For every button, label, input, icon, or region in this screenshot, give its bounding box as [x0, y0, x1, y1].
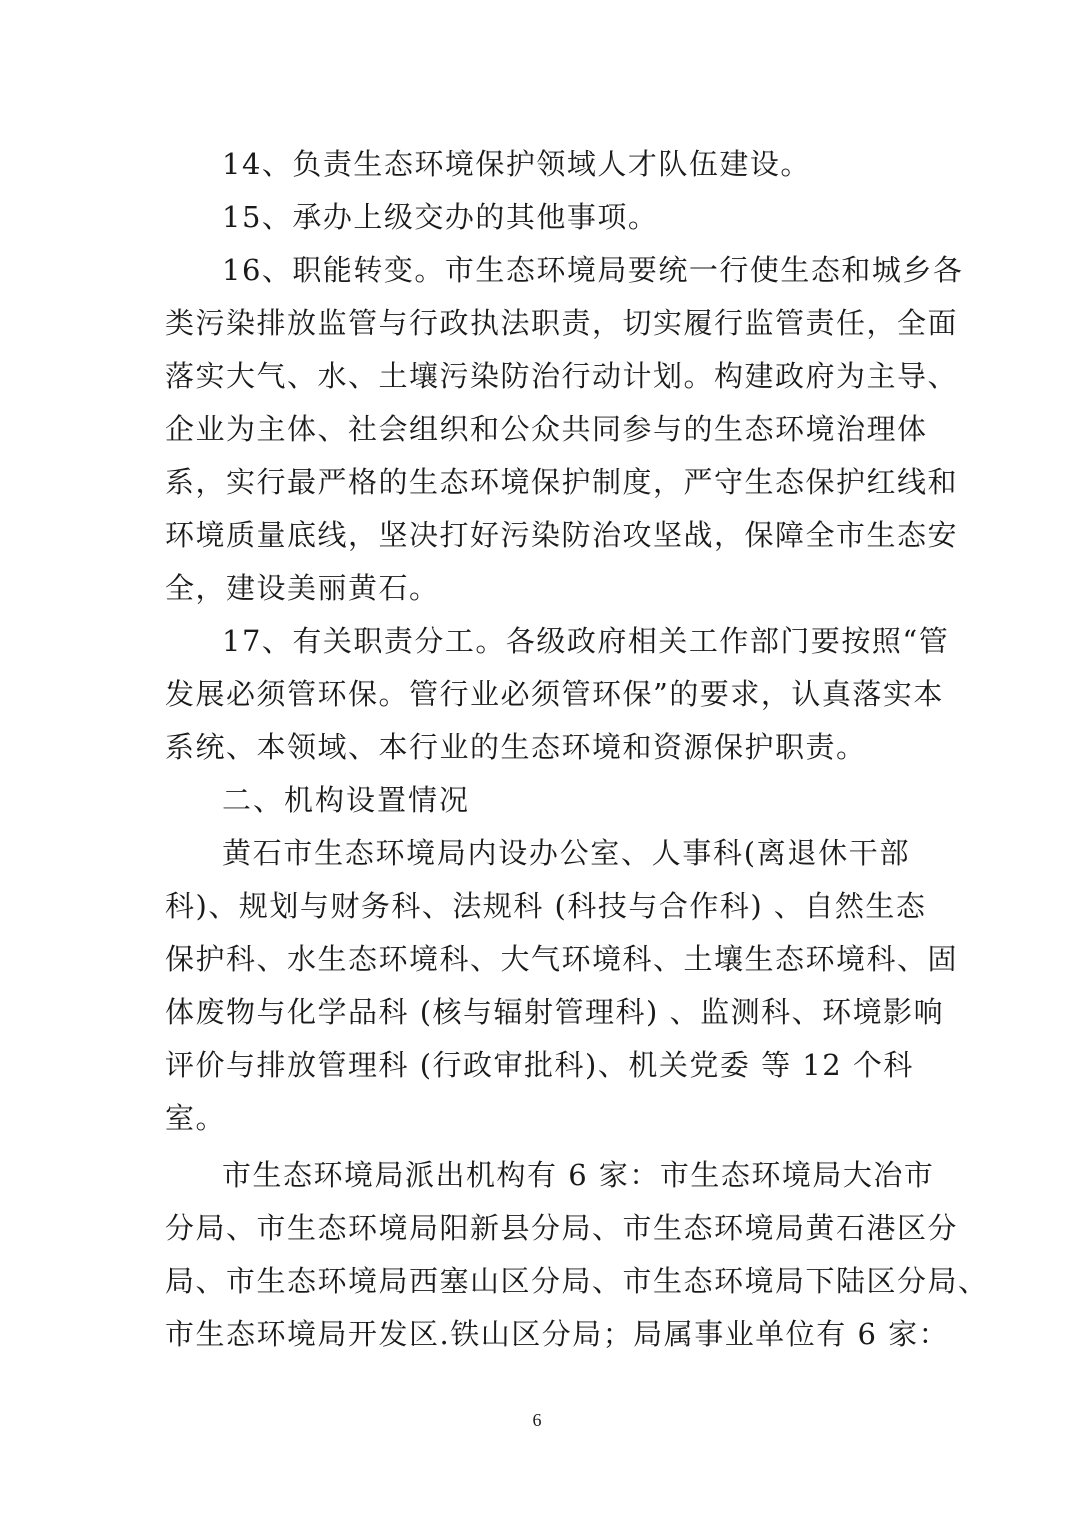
paragraph-item-17-line-2: 发展必须管环保。管行业必须管环保”的要求，认真落实本 — [165, 677, 944, 711]
paragraph-item-16-line-7: 全，建设美丽黄石。 — [165, 571, 440, 605]
paragraph-item-15: 15、承办上级交办的其他事项。 — [222, 200, 659, 234]
paragraph-departments-line-2: 科)、规划与财务科、法规科 (科技与合作科) 、自然生态 — [165, 889, 927, 923]
paragraph-item-17-line-1: 17、有关职责分工。各级政府相关工作部门要按照“管 — [222, 624, 950, 658]
section-heading: 二、机构设置情况 — [222, 783, 471, 817]
paragraph-item-16-line-4: 企业为主体、社会组织和公众共同参与的生态环境治理体 — [165, 412, 928, 446]
paragraph-branches-line-3: 局、市生态环境局西塞山区分局、市生态环境局下陆区分局、 — [165, 1264, 989, 1298]
paragraph-item-16-line-1: 16、职能转变。市生态环境局要统一行使生态和城乡各 — [222, 253, 964, 287]
paragraph-item-16-line-2: 类污染排放监管与行政执法职责，切实履行监管责任，全面 — [165, 306, 959, 340]
paragraph-departments-line-6: 室。 — [165, 1101, 227, 1135]
paragraph-branches-line-1: 市生态环境局派出机构有 6 家：市生态环境局大冶市 — [222, 1158, 935, 1192]
paragraph-item-17-line-3: 系统、本领域、本行业的生态环境和资源保护职责。 — [165, 730, 867, 764]
paragraph-branches-line-2: 分局、市生态环境局阳新县分局、市生态环境局黄石港区分 — [165, 1211, 959, 1245]
paragraph-item-16-line-6: 环境质量底线，坚决打好污染防治攻坚战，保障全市生态安 — [165, 518, 959, 552]
page-number: 6 — [532, 1410, 542, 1430]
paragraph-branches-line-4: 市生态环境局开发区.铁山区分局；局属事业单位有 6 家： — [165, 1317, 950, 1351]
paragraph-departments-line-3: 保护科、水生态环境科、大气环境科、土壤生态环境科、固 — [165, 942, 959, 976]
paragraph-item-16-line-5: 系，实行最严格的生态环境保护制度，严守生态保护红线和 — [165, 465, 959, 499]
paragraph-item-14: 14、负责生态环境保护领域人才队伍建设。 — [222, 147, 811, 181]
paragraph-departments-line-5: 评价与排放管理科 (行政审批科)、机关党委 等 12 个科 — [165, 1048, 914, 1082]
paragraph-departments-line-4: 体废物与化学品科 (核与辐射管理科) 、监测科、环境影响 — [165, 995, 945, 1029]
paragraph-departments-line-1: 黄石市生态环境局内设办公室、人事科(离退休干部 — [222, 836, 910, 870]
paragraph-item-16-line-3: 落实大气、水、土壤污染防治行动计划。构建政府为主导、 — [165, 359, 959, 393]
